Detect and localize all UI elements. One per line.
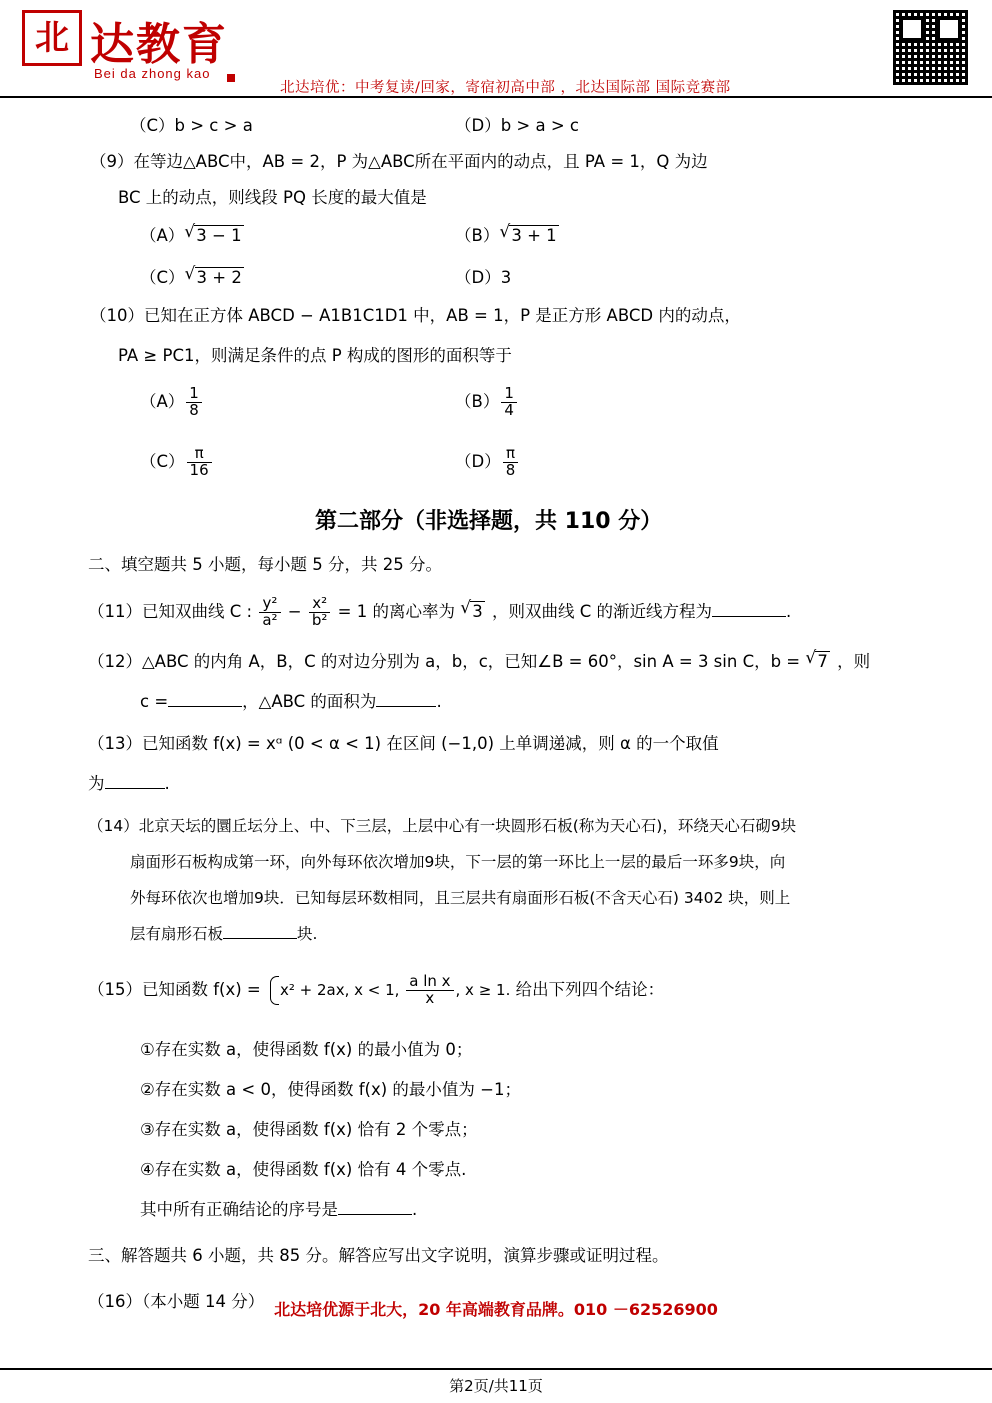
q10-stem-line2: PA ≥ PC1，则满足条件的点 P 构成的图形的面积等于 bbox=[118, 346, 512, 365]
q10-option-a-label: （A） bbox=[140, 391, 185, 411]
q12-line1: （12）△ABC 的内角 A，B，C 的对边分别为 a，b，c，已知∠B = 60°，sin A = 3 sin C，b = √ 7 ，则 bbox=[88, 648, 870, 672]
q9-option-b-value: 3 + 1 bbox=[511, 226, 557, 245]
footer-divider bbox=[0, 1368, 992, 1370]
q14-line2: 扇面形石板构成第一环，向外每环依次增加9块，下一层的第一环比上一层的最后一环多9块，向 bbox=[130, 853, 786, 871]
q12-answer-blank-2[interactable] bbox=[376, 692, 436, 707]
q10-option-b bbox=[455, 386, 519, 419]
q9-option-b-label: （B） bbox=[455, 226, 500, 245]
section2-heading: 二、填空题共 5 小题，每小题 5 分，共 25 分。 bbox=[88, 555, 442, 574]
q10-option-b-label: （B） bbox=[455, 391, 500, 411]
q12-c-label: c = bbox=[140, 692, 169, 711]
page-header bbox=[0, 0, 992, 100]
q10-option-a-den: 8 bbox=[186, 402, 202, 419]
q9-stem-line2: BC 上的动点，则线段 PQ 长度的最大值是 bbox=[118, 188, 427, 207]
q9-option-a-value: 3 − 1 bbox=[196, 226, 242, 245]
q11-frac2: $\frac{\text{x²}}{\text{b²}}$ bbox=[309, 596, 331, 629]
q10-option-c bbox=[140, 446, 214, 479]
q10-option-d-num: π bbox=[505, 444, 515, 462]
q10-option-c-den: 16 bbox=[187, 462, 212, 479]
header-divider bbox=[0, 96, 992, 98]
q11-answer-blank[interactable] bbox=[712, 602, 786, 617]
q8-option-c: （C）b > c > a bbox=[130, 116, 253, 135]
logo-text-en: Bei da zhong kao bbox=[94, 66, 211, 81]
q9-option-d-value: 3 bbox=[500, 268, 512, 287]
q11-tail2: ，则双曲线 C 的渐近线方程为 bbox=[492, 601, 713, 621]
q16-heading: （16）（本小题 14 分） bbox=[88, 1292, 265, 1311]
q9-option-c-label: （C） bbox=[140, 268, 185, 287]
q11-tail: = 1 的离心率为 bbox=[337, 601, 455, 621]
logo-text-cn: 达教育 bbox=[90, 19, 228, 70]
q10-option-d-den: 8 bbox=[503, 462, 519, 479]
q15-after: 给出下列四个结论： bbox=[515, 979, 665, 999]
q12-line2: c = ，△ABC 的面积为 . bbox=[140, 692, 442, 711]
q14-answer-blank[interactable] bbox=[223, 924, 297, 939]
header-banner: 北达培优：中考复读/回家，寄宿初高中部 ，北达国际部 国际竞赛部 bbox=[280, 80, 731, 96]
q9-option-a bbox=[140, 222, 246, 246]
q15-answer-blank[interactable] bbox=[338, 1200, 412, 1215]
q15-case2 bbox=[404, 972, 511, 1007]
q15-label: （15）已知函数 f(x) = bbox=[88, 979, 261, 999]
q9-option-c bbox=[140, 264, 246, 288]
q14-line3: 外每环依次也增加9块．已知每层环数相同，且三层共有扇面形石板(不含天心石) 3402 块，则上 bbox=[130, 889, 791, 907]
q10-option-a bbox=[140, 386, 204, 419]
q15-conclusion-1: ①存在实数 a，使得函数 f(x) 的最小值为 0； bbox=[140, 1040, 473, 1059]
qr-code-icon bbox=[891, 8, 970, 87]
q15-piecewise bbox=[266, 974, 510, 1007]
q15-case2-num: a ln x bbox=[409, 972, 451, 990]
q13-answer-blank[interactable] bbox=[105, 774, 165, 789]
q15-tail: 其中所有正确结论的序号是 bbox=[140, 1200, 338, 1219]
q15-conclusion-4: ④存在实数 a，使得函数 f(x) 恰有 4 个零点. bbox=[140, 1160, 467, 1179]
q11-stem: （11）已知双曲线 C : bbox=[88, 601, 253, 621]
q10-option-b-den: 4 bbox=[501, 402, 517, 419]
q9-stem-line1: （9）在等边△ABC中，AB = 2，P 为△ABC所在平面内的动点，且 PA = 1，Q 为边 bbox=[90, 152, 708, 171]
q15-conclusion-2: ②存在实数 a < 0，使得函数 f(x) 的最小值为 −1； bbox=[140, 1080, 521, 1099]
q12-stem-tail: ，则 bbox=[837, 652, 871, 671]
q15-case1: x² + 2ax, x < 1, bbox=[280, 980, 400, 999]
q10-option-d-label: （D） bbox=[455, 451, 501, 471]
q15-case2-tail: , x ≥ 1. bbox=[455, 980, 511, 999]
q10-option-a-num: 1 bbox=[189, 384, 199, 402]
logo bbox=[22, 8, 272, 86]
q13-line2-label: 为 bbox=[88, 774, 105, 793]
q9-option-c-value: 3 + 2 bbox=[196, 268, 242, 287]
q10-option-c-num: π bbox=[194, 444, 204, 462]
q15-stem bbox=[88, 974, 664, 1007]
q10-option-b-num: 1 bbox=[504, 384, 514, 402]
page-number: 第2页/共11页 bbox=[449, 1377, 543, 1395]
q14-line1: （14）北京天坛的圜丘坛分上、中、下三层，上层中心有一块圆形石板(称为天心石)，环绕天心石砌9块 bbox=[88, 817, 797, 835]
q10-option-d bbox=[455, 446, 520, 479]
q12-answer-blank-1[interactable] bbox=[168, 692, 242, 707]
q9-option-a-label: （A） bbox=[140, 226, 185, 245]
q8-option-d: （D）b > a > c bbox=[455, 116, 579, 135]
q10-stem-line1: （10）已知在正方体 ABCD − A1B1C1D1 中，AB = 1，P 是正方形 ABCD 内的动点， bbox=[90, 306, 741, 325]
q11-frac1: $\frac{\text{y²}}{\text{a²}}$ bbox=[259, 596, 280, 629]
q9-option-d-label: （D） bbox=[455, 268, 501, 287]
logo-square-icon bbox=[227, 74, 235, 82]
q13-line1: （13）已知函数 f(x) = xᵅ (0 < α < 1) 在区间 (−1,0) 上单调递减，则 α 的一个取值 bbox=[88, 734, 719, 753]
q14-line4-b: 块. bbox=[297, 925, 318, 943]
q9-option-b bbox=[455, 222, 561, 246]
logo-mark: 北 bbox=[22, 10, 82, 66]
q11: （11）已知双曲线 C : $\frac{\text{y²}}{\text{a²}}$ − $\frac{\text{x²}}{\text{b²}}$ = 1 的离心率为 √ 3 ，则双曲线 C 的渐近线方程为 . bbox=[88, 596, 791, 629]
section3-heading: 三、解答题共 6 小题，共 85 分。解答应写出文字说明，演算步骤或证明过程。 bbox=[88, 1246, 669, 1265]
q12-stem: （12）△ABC 的内角 A，B，C 的对边分别为 a，b，c，已知∠B = 60°，sin A = 3 sin C，b = bbox=[88, 652, 801, 671]
q9-option-d bbox=[455, 264, 511, 288]
footer-ad: 北达培优源于北大，20 年高端教育品牌。010 －62526900 bbox=[274, 1300, 718, 1319]
q10-option-c-label: （C） bbox=[140, 451, 185, 471]
q15-case2-den: x bbox=[406, 990, 453, 1007]
q15-tail-line: 其中所有正确结论的序号是 . bbox=[140, 1200, 418, 1219]
part2-title: 第二部分（非选择题，共 110 分） bbox=[315, 509, 663, 534]
q15-conclusion-3: ③存在实数 a，使得函数 f(x) 恰有 2 个零点； bbox=[140, 1120, 478, 1139]
q14-line4 bbox=[130, 922, 317, 944]
q13-line2: 为 . bbox=[88, 774, 170, 793]
q14-line4-a: 层有扇形石板 bbox=[130, 925, 224, 943]
q12-area-label: ，△ABC 的面积为 bbox=[242, 692, 377, 711]
